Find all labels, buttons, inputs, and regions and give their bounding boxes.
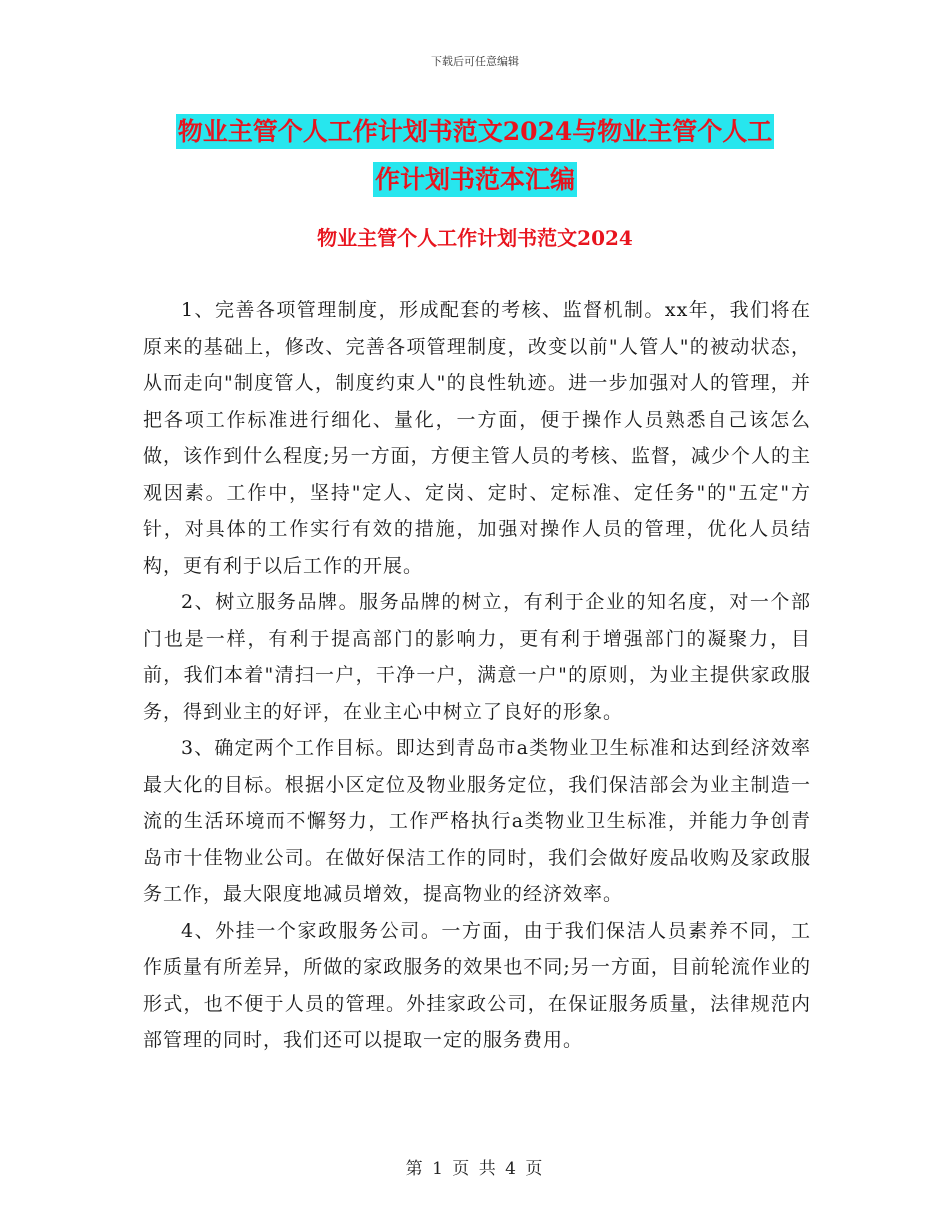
page-header-note: 下载后可任意编辑	[431, 55, 519, 68]
document-title-line2: 作计划书范本汇编	[373, 162, 577, 197]
document-title	[0, 108, 950, 204]
section-title: 物业主管个人工作计划书范文2024	[317, 226, 633, 250]
paragraph-4: 4、外挂一个家政服务公司。一方面，由于我们保洁人员素养不同，工作质量有所差异，所做的家政服务的效果也不同;另一方面，目前轮流作业的形式，也不便于人员的管理。外挂家政公司，在保证服务质量，法律规范内部管理的同时，我们还可以提取一定的服务费用。	[143, 919, 811, 1051]
document-title-line1: 物业主管个人工作计划书范文2024与物业主管个人工	[176, 114, 775, 149]
page-footer: 第 1 页 共 4 页	[405, 1159, 545, 1179]
paragraph-2: 2、树立服务品牌。服务品牌的树立，有利于企业的知名度，对一个部门也是一样，有利于提高部门的影响力，更有利于增强部门的凝聚力，目前，我们本着"清扫一户，干净一户，满意一户"的原则，为业主提供家政服务，得到业主的好评，在业主心中树立了良好的形象。	[143, 591, 811, 723]
paragraph-3: 3、确定两个工作目标。即达到青岛市a类物业卫生标准和达到经济效率最大化的目标。根据小区定位及物业服务定位，我们保洁部会为业主制造一流的生活环境而不懈努力，工作严格执行a类物业卫生标准，并能力争创青岛市十佳物业公司。在做好保洁工作的同时，我们会做好废品收购及家政服务工作，最大限度地减员增效，提高物业的经济效率。	[143, 737, 811, 905]
paragraph-1: 1、完善各项管理制度，形成配套的考核、监督机制。xx年，我们将在原来的基础上，修改、完善各项管理制度，改变以前"人管人"的被动状态，从而走向"制度管人，制度约束人"的良性轨迹。进一步加强对人的管理，并把各项工作标准进行细化、量化，一方面，便于操作人员熟悉自己该怎么做，该作到什么程度;另一方面，方便主管人员的考核、监督，减少个人的主观因素。工作中，坚持"定人、定岗、定时、定标准、定任务"的"五定"方针，对具体的工作实行有效的措施，加强对操作人员的管理，优化人员结构，更有利于以后工作的开展。	[143, 299, 811, 577]
document-body	[143, 292, 811, 1059]
